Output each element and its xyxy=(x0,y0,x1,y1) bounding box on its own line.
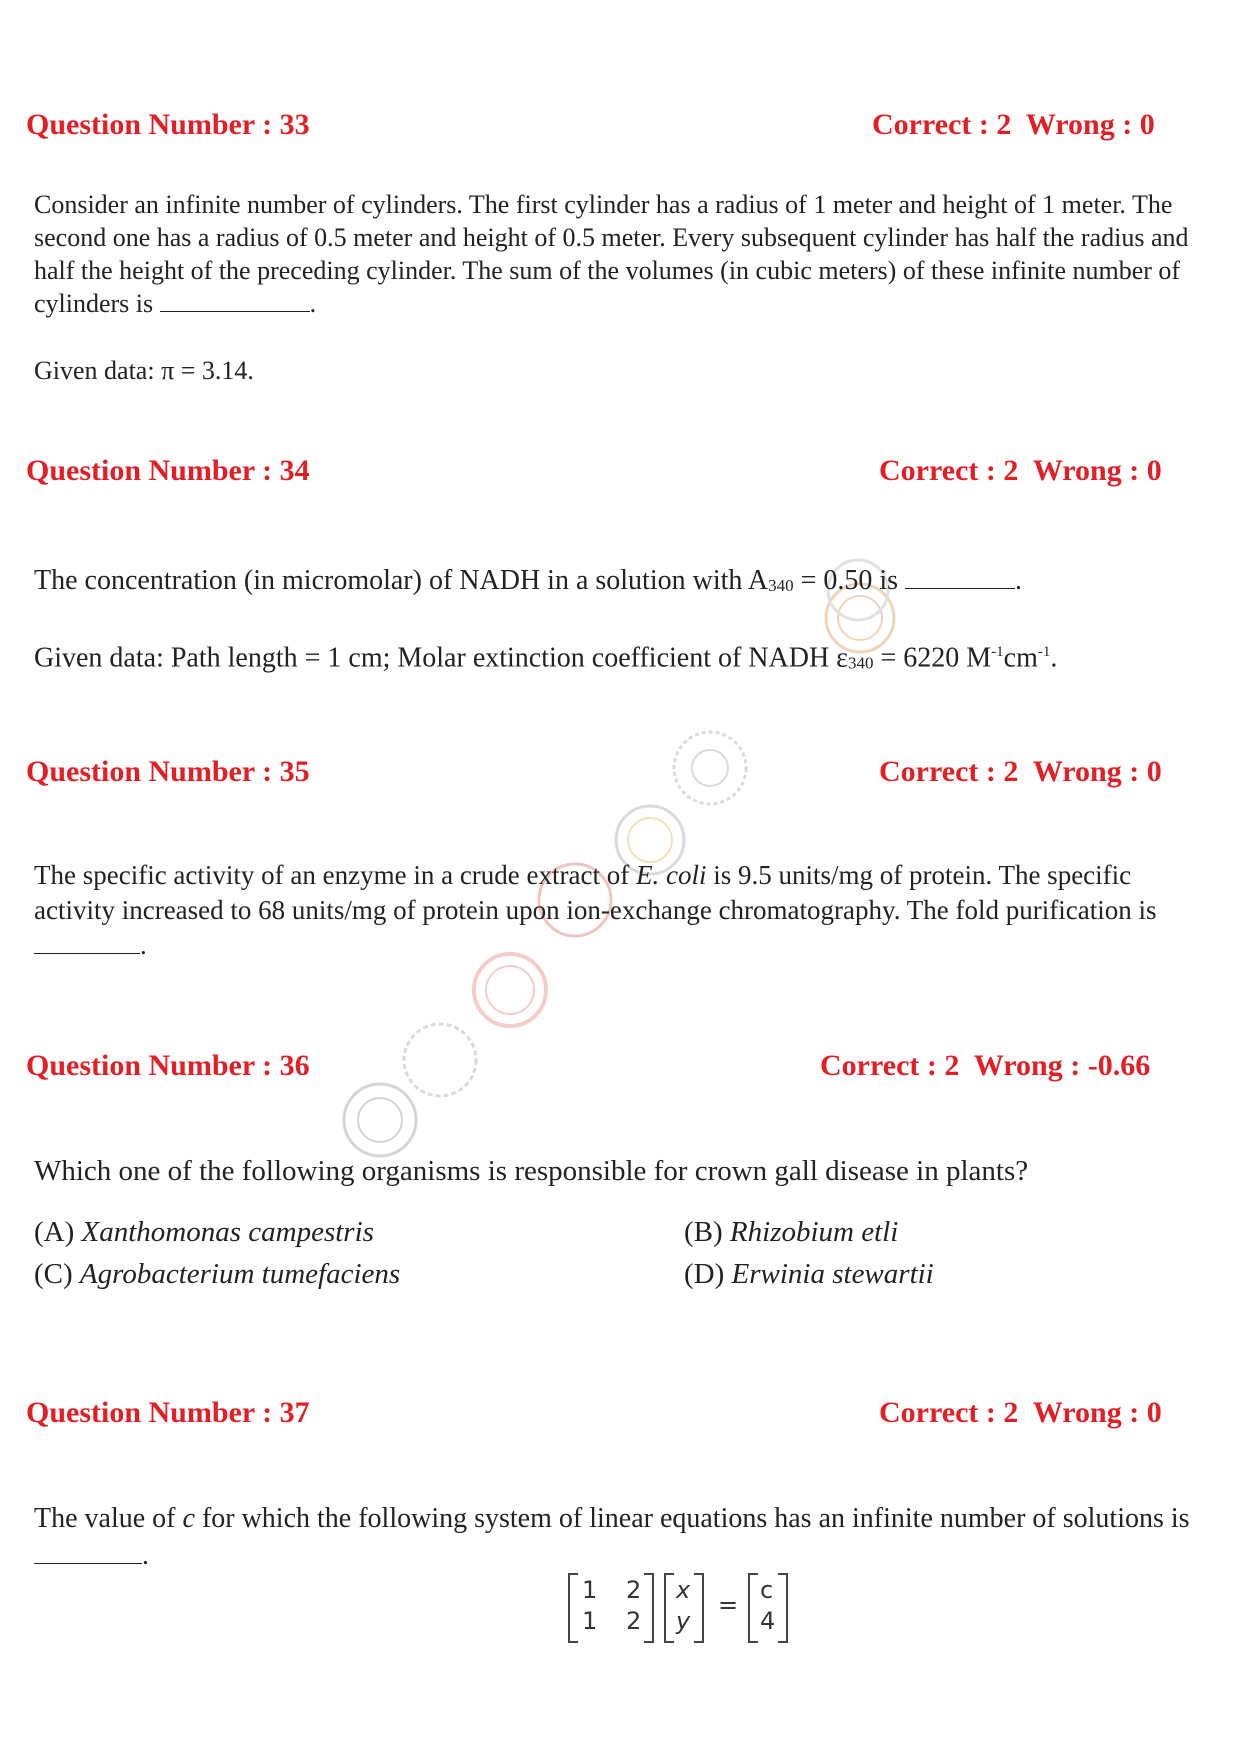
marking-scheme: Correct : 2 Wrong : -0.66 xyxy=(820,1049,1151,1082)
marking-scheme: Correct : 2 Wrong : 0 xyxy=(879,755,1162,788)
option-b[interactable]: (B) Rhizobium etli xyxy=(684,1216,899,1248)
vector-y: y xyxy=(676,1607,691,1635)
question-text: The concentration (in micromolar) of NADH in a solution with $A_{340} = 0.50$ is . xyxy=(34,565,1023,596)
option-d[interactable]: (D) Erwinia stewartii xyxy=(684,1258,934,1290)
vector-x: x xyxy=(676,1576,691,1604)
matrix-a22: 2 xyxy=(626,1607,642,1635)
marking-scheme: Correct : 2 Wrong : 0 xyxy=(879,1396,1162,1429)
question-header-36 xyxy=(0,1045,1240,1089)
matrix-a11: 1 xyxy=(582,1576,598,1604)
option-a[interactable]: (A) Xanthomonas campestris xyxy=(34,1216,374,1248)
question-text: The value of c for which the following system of linear equations has an infinite number of solutions is . xyxy=(34,1503,1190,1571)
given-data: Given data: π = 3.14. xyxy=(34,356,254,385)
vector-c: c xyxy=(760,1576,774,1604)
question-header-33 xyxy=(0,104,1240,148)
question-text: Which one of the following organisms is responsible for crown gall disease in plants? xyxy=(34,1155,1029,1187)
question-text: The specific activity of an enzyme in a crude extract of E. coli is 9.5 units/mg of protein. The specific activity increased to 68 units/mg of protein upon ion-exchange chromatography. The fold purification is . xyxy=(34,860,1157,960)
marking-scheme: Correct : 2 Wrong : 0 xyxy=(872,108,1155,141)
equals-sign: = xyxy=(718,1591,739,1619)
question-number-label: Question Number : 33 xyxy=(26,108,310,141)
question-header-34 xyxy=(0,450,1240,494)
question-header-35 xyxy=(0,751,1240,795)
question-header-37 xyxy=(0,1392,1240,1436)
question-number-label: Question Number : 36 xyxy=(26,1049,310,1082)
question-number-label: Question Number : 35 xyxy=(26,755,310,788)
marking-scheme: Correct : 2 Wrong : 0 xyxy=(879,454,1162,487)
option-c[interactable]: (C) Agrobacterium tumefaciens xyxy=(34,1258,401,1290)
given-data: Given data: Path length = 1 cm; Molar extinction coefficient of NADH $\varepsilon_{340} = 6220$ $M^{-1}cm^{-1}$. xyxy=(34,642,1058,674)
question-number-label: Question Number : 34 xyxy=(26,454,310,487)
matrix-a21: 1 xyxy=(582,1607,598,1635)
matrix-a12: 2 xyxy=(626,1576,642,1604)
question-number-label: Question Number : 37 xyxy=(26,1396,310,1429)
question-text: Consider an infinite number of cylinders. The first cylinder has a radius of 1 meter and height of 1 meter. The second one has a radius of 0.5 meter and height of 0.5 meter. Every subsequent cylinder has half the radius and half the height of the preceding cylinder. The sum of the volumes (in cubic meters) of these infinite number of cylinders is . xyxy=(34,190,1189,318)
vector-4: 4 xyxy=(760,1607,776,1635)
